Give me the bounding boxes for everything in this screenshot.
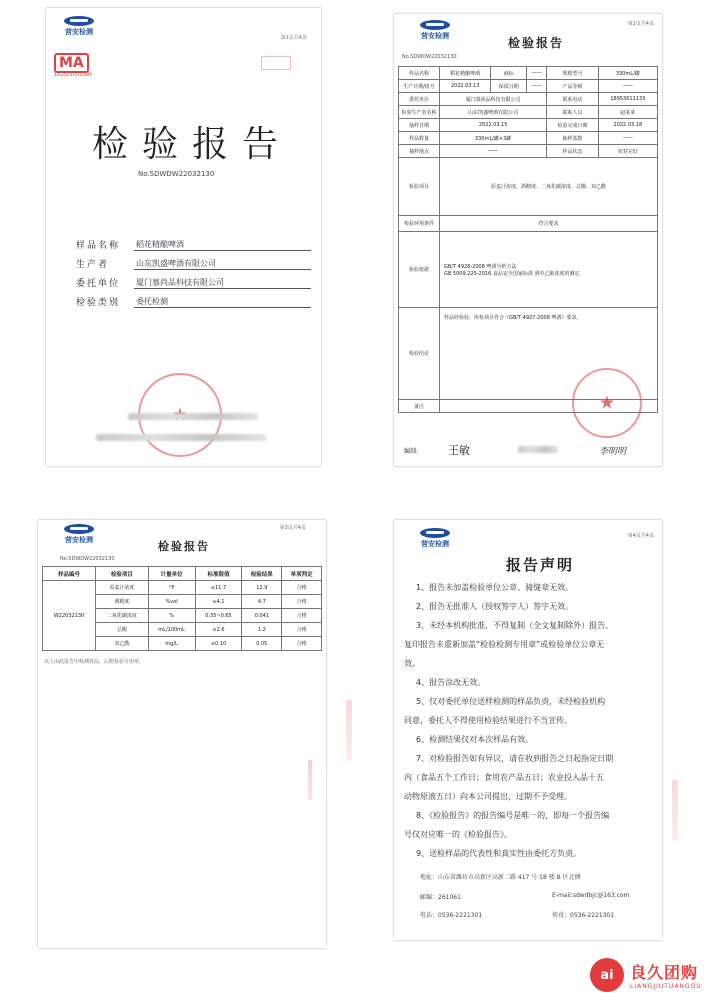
company-logo: 营安检测	[64, 16, 94, 37]
page-number: 第3页共4页	[279, 525, 306, 531]
field-client: 委托单位 厦门慕尚品科技有限公司	[76, 276, 311, 289]
report-number: No.SDWDW22032130	[138, 170, 215, 178]
list-item: 1、报告未加盖检验单位公章、骑缝章无效。	[416, 583, 574, 592]
table-row: 检验结论 样品经检验，所检项目符合《GB/T 4927-2008 啤酒》要求。	[399, 308, 658, 400]
list-item: 复印报告未重新加盖“检验检测专用章”或检验单位公章无	[404, 640, 605, 649]
table-row: 总酸 mL/100mL ≤2.6 1.2 合格	[43, 623, 322, 637]
watermark-logo-icon: ai	[590, 958, 624, 992]
seam-seal-mark	[308, 760, 312, 800]
contact-phone: 电话：0536-2221301	[420, 912, 483, 919]
contact-address: 地址：山东省潍坊市高新区高新二路 417 号 18 楼 B 区北侧	[420, 874, 581, 881]
company-logo: 营安检测	[64, 524, 94, 545]
blurred-text	[518, 446, 558, 453]
field-test-type: 检验类别 委托检测	[76, 295, 311, 308]
logo-icon	[420, 528, 450, 538]
page-number: 第2页共4页	[627, 21, 654, 27]
approver-signature: 王敏	[448, 444, 470, 457]
logo-icon	[420, 20, 450, 30]
page-title: 检验报告	[508, 36, 565, 50]
watermark-name-en: LIANGJIUTUANGOU	[630, 983, 702, 990]
report-statement-page	[394, 520, 662, 940]
cma-number: 181521050380	[54, 72, 93, 78]
table-row: 备注	[399, 400, 658, 413]
company-logo: 营安检测	[420, 528, 450, 549]
second-signature: 李明明	[599, 447, 627, 457]
blurred-text	[96, 434, 266, 441]
list-item: 2、报告无批准人（授权签字人）签字无效。	[416, 602, 574, 611]
report-detail-page	[394, 14, 662, 466]
contact-postcode: 邮编：261061	[420, 894, 461, 901]
list-item: 7、对检验报告如有异议，请在收到报告之日起指定日期	[416, 754, 614, 763]
report-results-page	[38, 520, 326, 948]
table-row: 委托单位 厦门慕尚品科技有限公司 联系电话 18953611133	[399, 93, 658, 106]
report-cover-page	[46, 8, 321, 466]
field-sample-name: 样品名称 稻花精酿啤酒	[76, 238, 311, 251]
cma-icon: MA	[54, 53, 89, 73]
contact-fax: 传真：0536-2221301	[552, 912, 615, 919]
table-footer-note: 以上由此报告中检测样品，后附检验专用章。	[44, 659, 145, 665]
blurred-text	[128, 413, 258, 420]
field-manufacturer: 生产者 山东凯盛啤酒有限公司	[76, 257, 311, 270]
table-header-row: 样品编号 检验项目 计量单位 标准限值 检验结果 单项判定	[43, 567, 322, 581]
table-row: 抽样地点 —— 样品状态 密封完好	[399, 145, 658, 158]
table-row: W22032130 原麦汁浓度 °P ≥11.7 12.9 合格	[43, 581, 322, 595]
seal-star-icon: ★	[598, 392, 616, 414]
table-row: 酒精度 %vol ≥4.1 4.7 合格	[43, 595, 322, 609]
table-row: 生产日期/批号 2022.03.13 保质日期 —— 产品等级 ——	[399, 80, 658, 93]
watermark-name: 良久团购	[630, 963, 699, 982]
table-row: 样品数量 330mL/罐×3罐 抽样基数 ——	[399, 132, 658, 145]
table-row: 双乙酰 mg/L ≤0.10 0.05 合格	[43, 637, 322, 651]
table-row: 样品名称 稻花精酿啤酒 商标 —— 规格型号 330mL/罐	[399, 67, 658, 80]
list-item: 效。	[404, 659, 420, 668]
page-number: 第4页共4页	[627, 533, 654, 539]
logo-icon	[64, 524, 94, 534]
report-number: No.SDWDW22032130	[402, 54, 457, 60]
list-item: 同意，委托人不得使用检验结果进行不当宣传。	[404, 716, 572, 725]
list-item: 6、检测结果仅对本次样品有效。	[416, 735, 534, 744]
table-row: 检验项目 原麦汁浓度、酒精度、二氧化碳浓度、总酸、双乙酰	[399, 158, 658, 216]
cma-mark	[54, 52, 92, 78]
list-item: 4、报告涂改无效。	[416, 678, 486, 687]
site-watermark	[590, 958, 702, 992]
results-table	[42, 566, 322, 651]
table-row: 抽样日期 2022.03.15 检验完成日期 2022.03.18	[399, 119, 658, 132]
logo-icon	[64, 16, 94, 26]
statement-list	[404, 578, 660, 863]
contact-email: E-mail:sdwdbjc@163.com	[552, 892, 630, 899]
report-number: No.SDWDW22032130	[60, 556, 115, 562]
list-item: 9、送检样品的代表性和真实性由委托方负责。	[416, 849, 582, 858]
table-row: 检验生产者名称 山东凯盛啤酒有限公司 联系人员 赵某某	[399, 106, 658, 119]
page-title: 检验报告	[92, 124, 293, 165]
list-item: 3、未经本机构批准，不得复制（全文复制除外）报告。	[416, 621, 614, 630]
page-number: 第1页共4页	[280, 35, 307, 41]
seam-seal-mark	[346, 700, 352, 760]
small-stamp-box	[261, 56, 291, 70]
table-row: 检验环境条件 符合要求	[399, 216, 658, 232]
page-title: 检验报告	[158, 540, 210, 553]
list-item: 5、仅对委托单位送样检测的样品负责，未经检验机构	[416, 697, 606, 706]
list-item: 号仅对应唯一的《检验报告》。	[404, 830, 512, 839]
page-title: 报告声明	[506, 556, 575, 574]
list-item: 内（食品五个工作日；食用农产品五日；农业投入品十五	[404, 773, 604, 782]
approver-label: 编制:	[404, 448, 419, 455]
list-item: 动物原液五日）向本公司提出，过期不予受理。	[404, 792, 572, 801]
table-row: 检验依据 GB/T 4928-2008 啤酒分析方法 GB 5009.225-2016 食品安全国家标准 酒中乙醇浓度的测定	[399, 232, 658, 308]
list-item: 8、《检验报告》的报告编号是唯一的，即每一个报告编	[416, 811, 610, 820]
seam-seal-mark	[672, 780, 678, 840]
sample-info-table	[398, 66, 658, 413]
official-seal	[572, 368, 642, 438]
table-row: 二氧化碳浓度 % 0.35~0.65 0.041 合格	[43, 609, 322, 623]
company-logo: 营安检测	[420, 20, 450, 41]
